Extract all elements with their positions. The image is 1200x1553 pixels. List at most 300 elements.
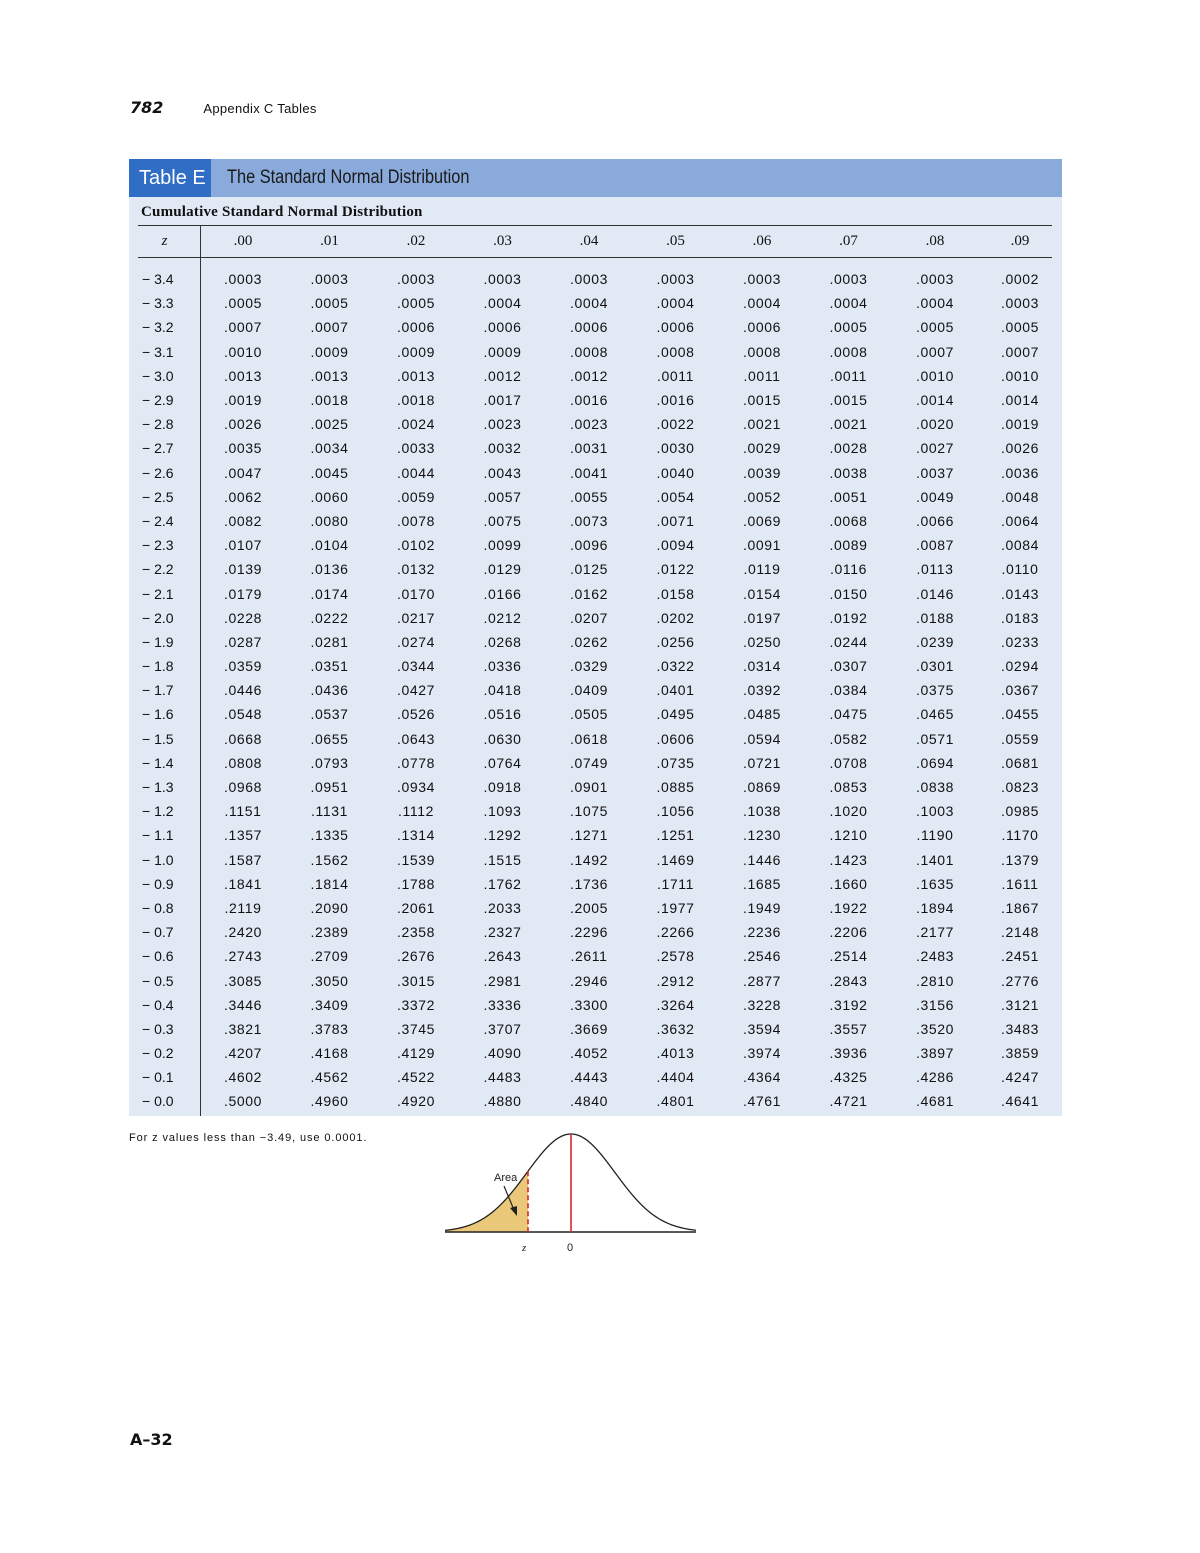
table-title: The Standard Normal Distribution: [227, 167, 470, 188]
column-header: .06: [752, 233, 772, 249]
probability-cell: .0014: [915, 392, 955, 409]
probability-cell: .0823: [1000, 779, 1040, 796]
table-banner: [129, 159, 1062, 197]
probability-cell: .0005: [310, 295, 349, 312]
probability-cell: .0154: [742, 585, 782, 602]
z-value-cell: − 2.4: [142, 512, 174, 529]
z-value-cell: − 1.2: [142, 803, 174, 820]
probability-cell: .1056: [656, 803, 695, 820]
probability-cell: .4090: [483, 1045, 522, 1062]
probability-cell: .0023: [483, 416, 522, 433]
zero-axis-label: 0: [567, 1242, 574, 1254]
probability-cell: .0020: [915, 416, 955, 433]
probability-cell: .0004: [483, 295, 522, 312]
section-title: Appendix C Tables: [203, 101, 317, 116]
probability-cell: .0015: [742, 392, 782, 409]
probability-cell: .4562: [310, 1069, 349, 1086]
probability-cell: .0918: [483, 779, 522, 796]
probability-cell: .0078: [396, 512, 436, 529]
probability-cell: .3632: [656, 1020, 695, 1037]
probability-cell: .1894: [915, 899, 955, 916]
probability-cell: .3336: [483, 996, 522, 1013]
probability-cell: .3707: [483, 1020, 522, 1037]
probability-cell: .0197: [742, 609, 782, 626]
probability-cell: .0031: [569, 440, 609, 457]
probability-cell: .0239: [915, 633, 955, 650]
probability-cell: .0008: [656, 343, 695, 360]
table-row: [129, 727, 1062, 751]
probability-cell: .0853: [829, 779, 868, 796]
probability-cell: .4641: [1000, 1093, 1040, 1110]
probability-cell: .0630: [483, 730, 522, 747]
probability-cell: .0009: [396, 343, 436, 360]
probability-cell: .0008: [742, 343, 782, 360]
probability-cell: .1788: [396, 875, 436, 892]
probability-cell: .2611: [570, 948, 608, 965]
probability-cell: .0005: [829, 319, 868, 336]
column-header-z: z: [161, 233, 168, 249]
probability-cell: .0122: [656, 561, 695, 578]
probability-cell: .0004: [569, 295, 609, 312]
probability-cell: .3483: [1000, 1020, 1040, 1037]
probability-cell: .3897: [915, 1045, 955, 1062]
probability-cell: .1271: [569, 827, 609, 844]
table-row: [129, 581, 1062, 605]
probability-cell: .4681: [915, 1093, 955, 1110]
probability-cell: .0004: [915, 295, 955, 312]
probability-cell: .2643: [483, 948, 522, 965]
table-row: [129, 630, 1062, 654]
table-row: [129, 364, 1062, 388]
probability-cell: .0401: [656, 682, 695, 699]
table-row: [129, 557, 1062, 581]
probability-cell: .0158: [656, 585, 695, 602]
probability-cell: .3015: [396, 972, 436, 989]
probability-cell: .0838: [915, 779, 955, 796]
probability-cell: .4483: [483, 1069, 522, 1086]
probability-cell: .1151: [224, 803, 262, 820]
probability-cell: .3594: [742, 1020, 782, 1037]
probability-cell: .0030: [656, 440, 695, 457]
probability-cell: .3557: [829, 1020, 868, 1037]
probability-cell: .3859: [1000, 1045, 1040, 1062]
probability-cell: .0139: [223, 561, 263, 578]
table-row: [129, 436, 1062, 460]
probability-cell: .0094: [656, 537, 695, 554]
probability-cell: .0808: [223, 754, 263, 771]
probability-cell: .0007: [223, 319, 263, 336]
z-value-cell: − 3.4: [142, 271, 174, 288]
probability-cell: .0035: [223, 440, 263, 457]
probability-cell: .0006: [742, 319, 782, 336]
probability-cell: .0262: [569, 633, 609, 650]
probability-cell: .3821: [223, 1020, 263, 1037]
probability-cell: .2451: [1000, 948, 1040, 965]
probability-cell: .0049: [915, 488, 955, 505]
probability-cell: .0062: [223, 488, 263, 505]
probability-cell: .0021: [829, 416, 868, 433]
probability-cell: .0021: [742, 416, 782, 433]
probability-cell: .0069: [742, 512, 782, 529]
probability-cell: .3228: [742, 996, 782, 1013]
table-row: [129, 751, 1062, 775]
probability-cell: .0655: [310, 730, 349, 747]
probability-cell: .0582: [829, 730, 868, 747]
table-row: [129, 993, 1062, 1017]
table-row: [129, 388, 1062, 412]
probability-cell: .4960: [310, 1093, 349, 1110]
probability-cell: .0427: [396, 682, 436, 699]
probability-cell: .0375: [915, 682, 955, 699]
probability-cell: .0143: [1000, 585, 1040, 602]
probability-cell: .1587: [223, 851, 263, 868]
probability-cell: .1357: [223, 827, 263, 844]
probability-cell: .0436: [310, 682, 349, 699]
table-row: [129, 257, 1062, 291]
probability-cell: .2090: [310, 899, 349, 916]
probability-cell: .0392: [742, 682, 782, 699]
probability-cell: .2981: [483, 972, 522, 989]
probability-cell: .0869: [742, 779, 782, 796]
z-value-cell: − 2.7: [142, 440, 174, 457]
probability-cell: .2358: [396, 924, 436, 941]
running-head: [130, 98, 317, 122]
probability-cell: .0012: [569, 367, 609, 384]
z-value-cell: − 2.5: [142, 488, 174, 505]
probability-cell: .0039: [742, 464, 782, 481]
probability-cell: .2843: [829, 972, 868, 989]
probability-cell: .0409: [569, 682, 609, 699]
probability-cell: .5000: [223, 1093, 263, 1110]
probability-cell: .0055: [569, 488, 609, 505]
probability-cell: .1190: [916, 827, 954, 844]
probability-cell: .1423: [829, 851, 868, 868]
probability-cell: .2578: [656, 948, 695, 965]
probability-cell: .3156: [915, 996, 955, 1013]
probability-cell: .0934: [396, 779, 436, 796]
probability-cell: .1711: [657, 875, 694, 892]
probability-cell: .2236: [742, 924, 782, 941]
table-row: [129, 1041, 1062, 1065]
probability-cell: .0027: [915, 440, 955, 457]
normal-curve-diagram: [440, 1128, 700, 1260]
probability-cell: .1314: [396, 827, 436, 844]
probability-cell: .0102: [396, 537, 436, 554]
probability-cell: .0250: [742, 633, 782, 650]
z-value-cell: − 1.8: [142, 658, 174, 675]
probability-cell: .0005: [915, 319, 955, 336]
probability-cell: .4247: [1000, 1069, 1040, 1086]
probability-cell: .0066: [915, 512, 955, 529]
probability-cell: .2296: [569, 924, 609, 941]
probability-cell: .0003: [310, 271, 349, 288]
probability-cell: .0013: [223, 367, 263, 384]
probability-cell: .2810: [915, 972, 955, 989]
probability-cell: .4443: [569, 1069, 609, 1086]
probability-cell: .1660: [829, 875, 868, 892]
probability-cell: .0294: [1000, 658, 1040, 675]
probability-cell: .0548: [223, 706, 263, 723]
probability-cell: .0080: [310, 512, 349, 529]
probability-cell: .0024: [396, 416, 436, 433]
probability-cell: .0793: [310, 754, 349, 771]
probability-cell: .0708: [829, 754, 868, 771]
probability-cell: .0351: [310, 658, 349, 675]
probability-cell: .0985: [1000, 803, 1040, 820]
probability-cell: .2327: [483, 924, 522, 941]
z-value-cell: − 2.6: [142, 464, 174, 481]
probability-cell: .0004: [829, 295, 868, 312]
probability-cell: .0183: [1000, 609, 1040, 626]
table-row: [129, 606, 1062, 630]
probability-cell: .4840: [569, 1093, 609, 1110]
table-row: [129, 340, 1062, 364]
probability-cell: .1003: [915, 803, 955, 820]
probability-cell: .0003: [483, 271, 522, 288]
probability-cell: .3300: [569, 996, 609, 1013]
probability-cell: .0202: [656, 609, 695, 626]
table-row: [129, 920, 1062, 944]
z-value-cell: − 2.8: [142, 416, 174, 433]
probability-cell: .0009: [310, 343, 349, 360]
probability-cell: .1539: [396, 851, 436, 868]
probability-cell: .0003: [656, 271, 695, 288]
probability-cell: .0336: [483, 658, 522, 675]
probability-cell: .1170: [1001, 827, 1039, 844]
z-value-cell: − 3.1: [142, 343, 174, 360]
z-table: [129, 226, 1062, 1114]
table-row: [129, 896, 1062, 920]
probability-cell: .1093: [483, 803, 522, 820]
probability-cell: .0002: [1000, 271, 1040, 288]
probability-cell: .0146: [915, 585, 955, 602]
probability-cell: .1762: [483, 875, 522, 892]
probability-cell: .4052: [569, 1045, 609, 1062]
probability-cell: .0694: [915, 754, 955, 771]
probability-cell: .0005: [396, 295, 436, 312]
z-value-cell: − 0.3: [142, 1020, 174, 1037]
probability-cell: .0018: [310, 392, 349, 409]
probability-cell: .0179: [223, 585, 263, 602]
probability-cell: .0618: [569, 730, 609, 747]
probability-cell: .1335: [310, 827, 349, 844]
probability-cell: .0038: [829, 464, 868, 481]
probability-cell: .3974: [742, 1045, 782, 1062]
table-row: [129, 848, 1062, 872]
probability-cell: .3520: [915, 1020, 955, 1037]
column-header: .01: [320, 233, 339, 249]
probability-cell: .2033: [483, 899, 522, 916]
z-axis-label: z: [522, 1242, 527, 1254]
probability-cell: .0014: [1000, 392, 1040, 409]
probability-cell: .1841: [223, 875, 263, 892]
z-value-cell: − 1.5: [142, 730, 174, 747]
probability-cell: .4880: [483, 1093, 522, 1110]
probability-cell: .0060: [310, 488, 349, 505]
probability-cell: .0885: [656, 779, 695, 796]
probability-cell: .3264: [656, 996, 695, 1013]
probability-cell: .0012: [483, 367, 522, 384]
probability-cell: .1292: [483, 827, 522, 844]
column-header: .00: [233, 233, 253, 249]
probability-cell: .0048: [1000, 488, 1040, 505]
table-subtitle: Cumulative Standard Normal Distribution: [141, 204, 423, 220]
probability-cell: .0013: [310, 367, 349, 384]
probability-cell: .0059: [396, 488, 436, 505]
probability-cell: .0019: [1000, 416, 1040, 433]
probability-cell: .0041: [569, 464, 609, 481]
table-row: [129, 1089, 1062, 1113]
z-value-cell: − 0.4: [142, 996, 174, 1013]
table-e-panel: [129, 159, 1062, 1116]
probability-cell: .0032: [483, 440, 522, 457]
probability-cell: .0446: [223, 682, 263, 699]
probability-cell: .4602: [223, 1069, 263, 1086]
column-header: .07: [839, 233, 858, 249]
probability-cell: .0516: [483, 706, 522, 723]
z-value-cell: − 0.5: [142, 972, 174, 989]
probability-cell: .2546: [742, 948, 782, 965]
column-header: .09: [1010, 233, 1030, 249]
z-value-cell: − 1.1: [142, 827, 174, 844]
probability-cell: .0188: [915, 609, 955, 626]
z-value-cell: − 2.9: [142, 392, 174, 409]
probability-cell: .3936: [829, 1045, 868, 1062]
probability-cell: .0007: [915, 343, 955, 360]
probability-cell: .0043: [483, 464, 522, 481]
z-value-cell: − 0.7: [142, 924, 174, 941]
probability-cell: .4207: [223, 1045, 263, 1062]
probability-cell: .0036: [1000, 464, 1040, 481]
probability-cell: .0681: [1000, 754, 1040, 771]
table-body: [129, 257, 1062, 1114]
probability-cell: .0071: [656, 512, 695, 529]
z-value-cell: − 3.3: [142, 295, 174, 312]
probability-cell: .0025: [310, 416, 349, 433]
probability-cell: .0068: [829, 512, 868, 529]
probability-cell: .1949: [742, 899, 782, 916]
probability-cell: .0003: [915, 271, 955, 288]
probability-cell: .1230: [742, 827, 782, 844]
probability-cell: .0015: [829, 392, 868, 409]
probability-cell: .0011: [657, 367, 694, 384]
probability-cell: .0162: [569, 585, 609, 602]
column-header: .05: [666, 233, 685, 249]
probability-cell: .4325: [829, 1069, 868, 1086]
column-header: .03: [493, 233, 512, 249]
probability-cell: .0084: [1000, 537, 1040, 554]
probability-cell: .0268: [483, 633, 522, 650]
probability-cell: .0749: [569, 754, 609, 771]
table-row: [129, 291, 1062, 315]
probability-cell: .0367: [1000, 682, 1040, 699]
probability-cell: .2061: [396, 899, 436, 916]
probability-cell: .4801: [656, 1093, 695, 1110]
probability-cell: .0119: [743, 561, 781, 578]
probability-cell: .1562: [310, 851, 349, 868]
probability-cell: .0073: [569, 512, 609, 529]
probability-cell: .0003: [829, 271, 868, 288]
probability-cell: .4920: [396, 1093, 436, 1110]
table-row: [129, 533, 1062, 557]
probability-cell: .0037: [915, 464, 955, 481]
probability-cell: .0008: [569, 343, 609, 360]
z-value-cell: − 0.8: [142, 899, 174, 916]
probability-cell: .0571: [915, 730, 955, 747]
probability-cell: .0136: [310, 561, 349, 578]
probability-cell: .0011: [830, 367, 867, 384]
probability-cell: .0016: [656, 392, 695, 409]
z-value-cell: − 1.6: [142, 706, 174, 723]
probability-cell: .0505: [569, 706, 609, 723]
probability-cell: .0006: [656, 319, 695, 336]
probability-cell: .1469: [656, 851, 695, 868]
probability-cell: .0485: [742, 706, 782, 723]
probability-cell: .0091: [742, 537, 782, 554]
probability-cell: .1446: [742, 851, 782, 868]
probability-cell: .3783: [310, 1020, 349, 1037]
probability-cell: .3446: [223, 996, 263, 1013]
probability-cell: .0022: [656, 416, 695, 433]
probability-cell: .0116: [830, 561, 867, 578]
probability-cell: .0110: [1001, 561, 1039, 578]
probability-cell: .0010: [915, 367, 955, 384]
probability-cell: .2119: [224, 899, 262, 916]
probability-cell: .0764: [483, 754, 522, 771]
z-value-cell: − 2.1: [142, 585, 174, 602]
probability-cell: .0643: [396, 730, 436, 747]
table-row: [129, 1065, 1062, 1089]
column-header: .02: [406, 233, 426, 249]
table-header-row: [129, 226, 1062, 257]
probability-cell: .2776: [1000, 972, 1040, 989]
probability-cell: .0192: [829, 609, 868, 626]
probability-cell: .0006: [483, 319, 522, 336]
table-row: [129, 799, 1062, 823]
probability-cell: .0359: [223, 658, 263, 675]
probability-cell: .0170: [396, 585, 436, 602]
probability-cell: .0668: [223, 730, 263, 747]
probability-cell: .2877: [742, 972, 782, 989]
probability-cell: .1685: [742, 875, 782, 892]
table-row: [129, 654, 1062, 678]
probability-cell: .0089: [829, 537, 868, 554]
probability-cell: .0951: [310, 779, 349, 796]
probability-cell: .1401: [915, 851, 955, 868]
probability-cell: .0033: [396, 440, 436, 457]
probability-cell: .0003: [223, 271, 263, 288]
table-row: [129, 775, 1062, 799]
probability-cell: .2912: [656, 972, 695, 989]
probability-cell: .0028: [829, 440, 868, 457]
area-label: Area: [494, 1172, 518, 1184]
page-folio: A–32: [130, 1430, 173, 1449]
probability-cell: .0968: [223, 779, 263, 796]
column-header: .08: [925, 233, 945, 249]
probability-cell: .0082: [223, 512, 263, 529]
probability-cell: .1977: [656, 899, 695, 916]
probability-cell: .0721: [742, 754, 782, 771]
table-row: [129, 485, 1062, 509]
probability-cell: .0057: [483, 488, 522, 505]
probability-cell: .0129: [483, 561, 522, 578]
probability-cell: .1038: [742, 803, 782, 820]
probability-cell: .0007: [310, 319, 349, 336]
probability-cell: .2946: [569, 972, 609, 989]
probability-cell: .0003: [396, 271, 436, 288]
probability-cell: .1020: [829, 803, 868, 820]
probability-cell: .0004: [742, 295, 782, 312]
